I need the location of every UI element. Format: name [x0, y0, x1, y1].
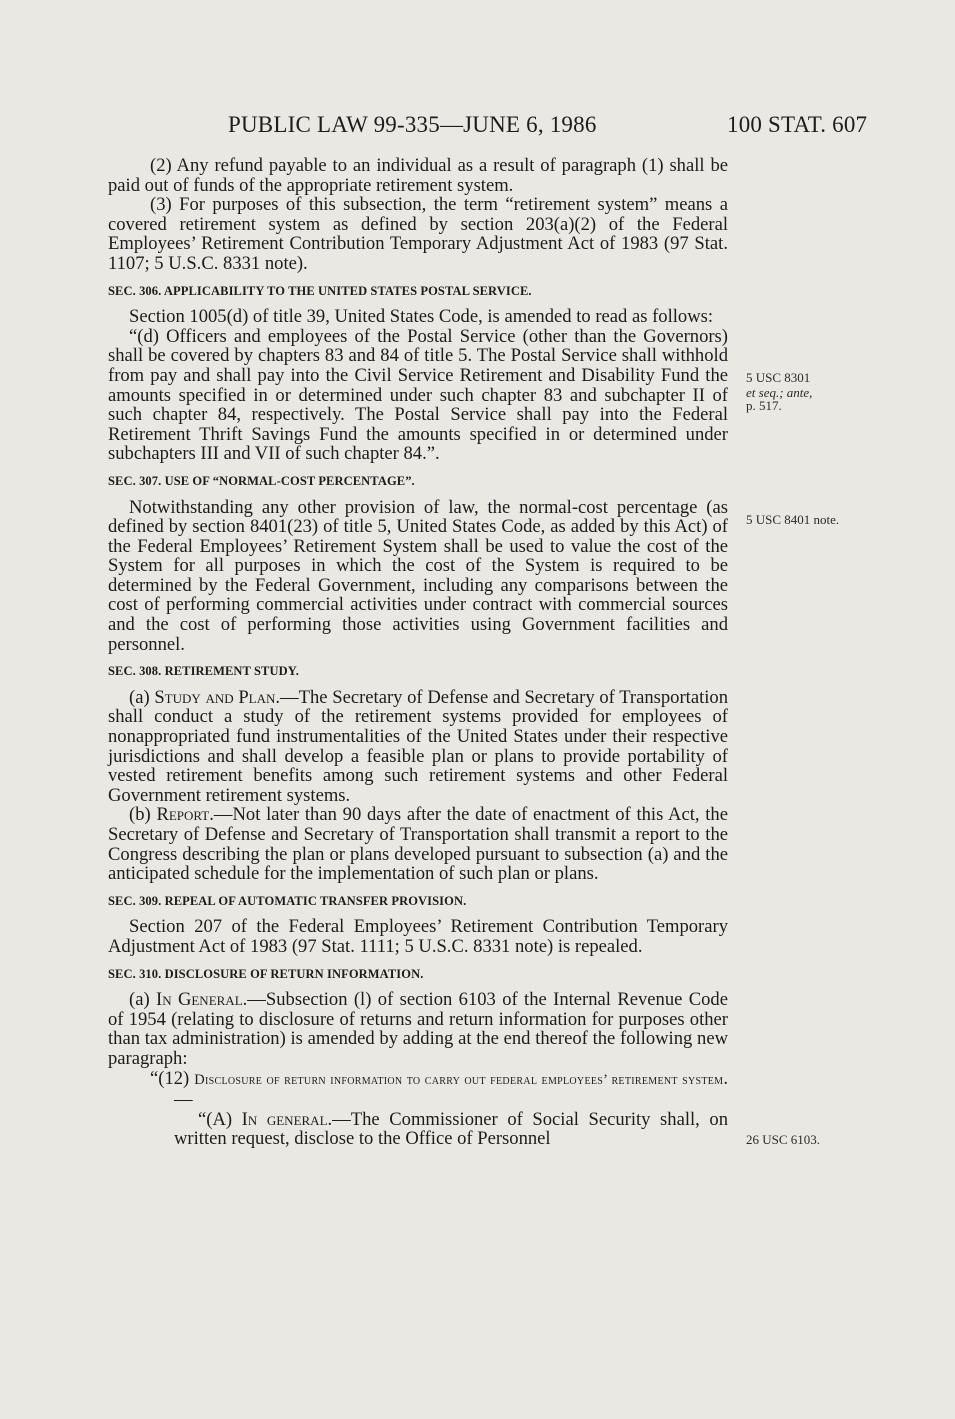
paragraph-heading: Disclosure of return information to carry out federal employees’ retirement system	[194, 1071, 724, 1088]
paragraph-label: “(12)	[150, 1067, 195, 1089]
margin-citation	[746, 371, 812, 412]
margin-citation: 5 USC 8401 note.	[746, 512, 840, 527]
margin-citation-line: p. 517.	[746, 398, 782, 413]
margin-citation-line: et seq.; ante,	[746, 385, 813, 400]
subsection-heading: Study and Plan	[154, 686, 276, 708]
subsection-text: .—Subsection (l) of section 6103 of the Internal Revenue Code of 1954 (relating to disclosure of returns and return information for purposes other than tax administration) is amended by adding at the end thereof the following new paragraph:	[108, 989, 728, 1069]
subsection-label: (a)	[129, 989, 156, 1011]
margin-citation-line: 5 USC 8301	[746, 370, 811, 385]
section-heading: SEC. 310. DISCLOSURE OF RETURN INFORMATION.	[108, 966, 424, 981]
section-heading: SEC. 306. APPLICABILITY TO THE UNITED STATES POSTAL SERVICE.	[108, 283, 532, 298]
paragraph: (3) For purposes of this subsection, the term “retirement system” means a covered retirement system as defined by section 203(a)(2) of the Federal Employees’ Retirement Contribution Temporary Adjustment Act of 1983 (97 Stat. 1107; 5 U.S.C. 8331 note).	[108, 194, 728, 274]
paragraph-dash: .—	[174, 1067, 728, 1111]
bleed-through-mark	[780, 205, 783, 218]
subsection-label: (a)	[129, 686, 155, 708]
subsection-text: .—The Secretary of Defense and Secretary of Transportation shall conduct a study of the retirement systems provided for employees of nonappropriated fund instrumentalities of the United States under their respective jurisdictions and shall develop a feasible plan or plans to provide portability of vested retirement benefits among such retirement systems and other Federal Government retirement systems.	[108, 686, 729, 806]
paragraph: Notwithstanding any other provision of law, the normal-cost percentage (as defined by section 8401(23) of title 5, United States Code, as added by this Act) of the Federal Employees’ Retirement System shall be used to value the cost of the System for all purposes in which the cost of the System is required to be determined by the Federal Government, including any comparisons between the cost of performing commercial activities under contract with commercial sources and the cost of performing those activities using Government facilities and personnel.	[108, 496, 728, 655]
paragraph: (2) Any refund payable to an individual as a result of paragraph (1) shall be paid out of funds of the appropriate retirement system.	[108, 155, 728, 196]
subsection-heading: Report	[156, 804, 210, 826]
body-text	[108, 156, 728, 1149]
quoted-subparagraph	[108, 1110, 728, 1149]
section-heading: SEC. 308. RETIREMENT STUDY.	[108, 664, 299, 679]
subparagraph-label: “(A)	[198, 1108, 242, 1130]
subsection	[108, 990, 728, 1068]
paragraph: Section 1005(d) of title 39, United States Code, is amended to read as follows:	[129, 306, 714, 328]
subparagraph-heading: In general	[241, 1108, 328, 1130]
paragraph: “(d) Officers and employees of the Postal Service (other than the Governors) shall be covered by chapters 83 and 84 of title 5. The Postal Service shall withhold from pay and shall pay into the Civil Service Retirement and Disability Fund the amounts specified in or determined under such chapter 83 and subchapter II of such chapter 84, respectively. The Postal Service shall pay into the Federal Retirement Thrift Savings Fund the amounts specified in or determined under subchapters III and VII of such chapter 84.”.	[108, 325, 728, 465]
subsection	[108, 688, 728, 806]
quoted-paragraph	[108, 1069, 728, 1110]
subparagraph-text: .—The Commissioner of Social Security shall, on written request, disclose to the Office of Personnel	[174, 1108, 729, 1150]
running-header-stat: 100 STAT. 607	[727, 112, 868, 137]
subsection-heading: In General	[156, 989, 243, 1011]
paragraph: Section 207 of the Federal Employees’ Retirement Contribution Temporary Adjustment Act of 1983 (97 Stat. 1111; 5 U.S.C. 8331 note) is repealed.	[108, 916, 728, 957]
margin-citation: 26 USC 6103.	[746, 1132, 821, 1147]
subsection-text: .—Not later than 90 days after the date of enactment of this Act, the Secretary of Defense and Secretary of Transportation shall transmit a report to the Congress describing the plan or plans developed pursuant to subsection (a) and the anticipated schedule for the implementation of such plan or plans.	[108, 804, 728, 885]
subsection	[108, 805, 728, 883]
section-heading: SEC. 309. REPEAL OF AUTOMATIC TRANSFER PROVISION.	[108, 893, 467, 908]
running-header-title: PUBLIC LAW 99-335—JUNE 6, 1986	[228, 112, 597, 137]
subsection-label: (b)	[129, 804, 157, 826]
section-heading: SEC. 307. USE OF “NORMAL-COST PERCENTAGE”.	[108, 473, 415, 488]
